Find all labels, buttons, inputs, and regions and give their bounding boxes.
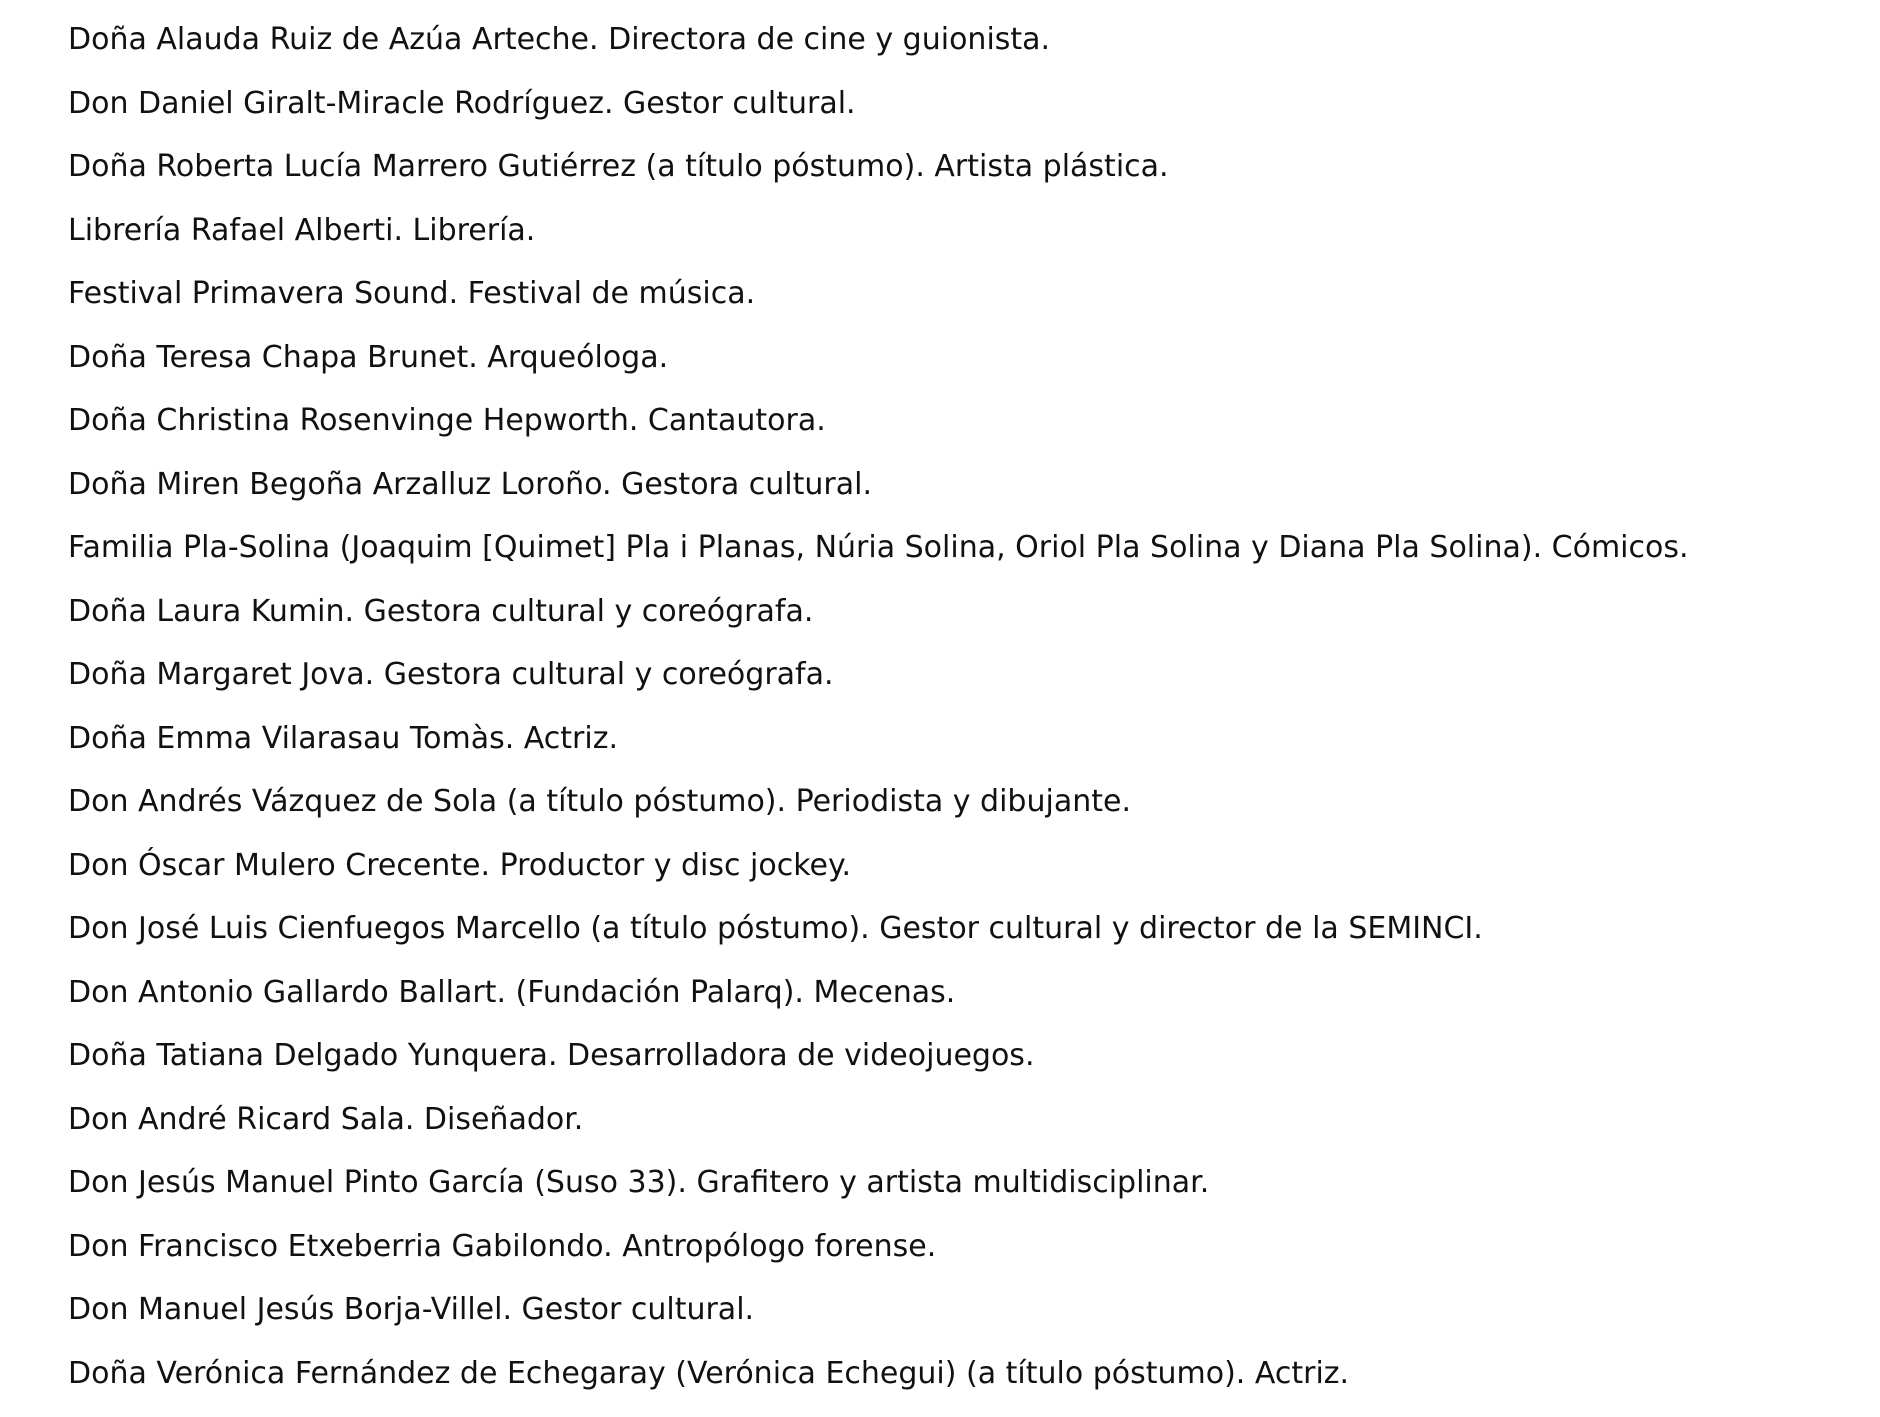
list-item: Doña Christina Rosenvinge Hepworth. Cantautora. bbox=[68, 403, 826, 438]
list-item: Doña Tatiana Delgado Yunquera. Desarrolladora de videojuegos. bbox=[68, 1038, 1035, 1073]
list-item: Don Jesús Manuel Pinto García (Suso 33). Grafitero y artista multidisciplinar. bbox=[68, 1165, 1210, 1200]
list-item: Don Andrés Vázquez de Sola (a título póstumo). Periodista y dibujante. bbox=[68, 784, 1131, 819]
list-item: Don Óscar Mulero Crecente. Productor y disc jockey. bbox=[68, 847, 852, 883]
list-item: Doña Alauda Ruiz de Azúa Arteche. Directora de cine y guionista. bbox=[68, 22, 1051, 57]
list-item: Familia Pla-Solina (Joaquim [Quimet] Pla i Planas, Núria Solina, Oriol Pla Solina y Diana Pla Solina). Cómicos. bbox=[68, 530, 1689, 565]
awardee-list bbox=[68, 20, 1870, 1394]
list-item: Doña Miren Begoña Arzalluz Loroño. Gestora cultural. bbox=[68, 466, 873, 502]
list-item: Festival Primavera Sound. Festival de música. bbox=[68, 276, 756, 311]
list-item: Don José Luis Cienfuegos Marcello (a título póstumo). Gestor cultural y director de la SEMINCI. bbox=[68, 911, 1483, 946]
list-item: Doña Roberta Lucía Marrero Gutiérrez (a título póstumo). Artista plástica. bbox=[68, 149, 1169, 184]
list-item: Doña Margaret Jova. Gestora cultural y coreógrafa. bbox=[68, 657, 834, 692]
list-item: Doña Laura Kumin. Gestora cultural y coreógrafa. bbox=[68, 593, 814, 629]
document-body bbox=[68, 20, 1870, 1417]
list-item: Don Daniel Giralt-Miracle Rodríguez. Gestor cultural. bbox=[68, 85, 856, 121]
list-item: Doña Emma Vilarasau Tomàs. Actriz. bbox=[68, 720, 619, 756]
list-item: Don Manuel Jesús Borja-Villel. Gestor cultural. bbox=[68, 1292, 755, 1327]
list-item: Librería Rafael Alberti. Librería. bbox=[68, 212, 536, 248]
list-item: Doña Teresa Chapa Brunet. Arqueóloga. bbox=[68, 339, 669, 375]
list-item: Doña Verónica Fernández de Echegaray (Verónica Echegui) (a título póstumo). Actriz. bbox=[68, 1355, 1350, 1391]
list-item: Don Antonio Gallardo Ballart. (Fundación Palarq). Mecenas. bbox=[68, 974, 956, 1010]
list-item: Don André Ricard Sala. Diseñador. bbox=[68, 1101, 584, 1137]
list-item: Don Francisco Etxeberria Gabilondo. Antropólogo forense. bbox=[68, 1228, 937, 1264]
